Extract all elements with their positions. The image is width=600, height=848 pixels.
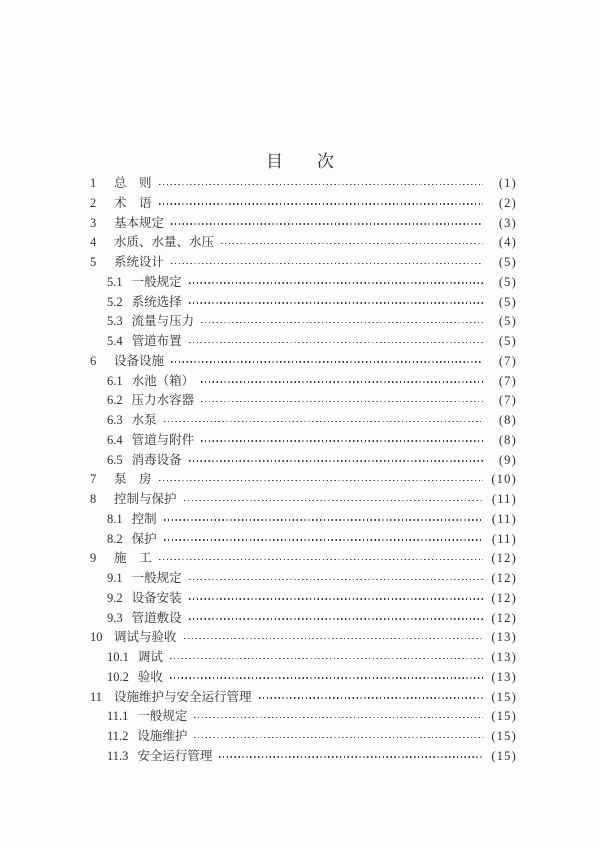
dotted-leader <box>189 282 483 284</box>
toc-entry <box>86 273 517 293</box>
entry-number: 11.1 <box>107 709 129 724</box>
toc-entry <box>86 648 517 668</box>
entry-number: 11 <box>90 689 103 704</box>
entry-number: 1 <box>90 176 97 190</box>
dotted-leader <box>184 500 483 502</box>
entry-page-number: (5) <box>498 334 517 348</box>
entry-title: 水池（箱） <box>131 373 195 388</box>
entry-number: 5.3 <box>107 314 123 329</box>
entry-number: 6.3 <box>107 413 123 427</box>
entry-title: 设备设施 <box>114 353 165 368</box>
dotted-leader <box>171 223 483 225</box>
dotted-leader <box>259 697 483 699</box>
dotted-leader <box>164 421 483 423</box>
entry-title: 调试与验收 <box>114 630 177 645</box>
dotted-leader <box>189 302 483 304</box>
entry-title: 保护 <box>131 531 157 546</box>
entry-title: 控制 <box>131 511 157 526</box>
entry-page-number: (5) <box>498 294 517 309</box>
entry-title: 术 语 <box>114 195 152 210</box>
entry-page-number: (5) <box>498 255 517 269</box>
entry-title: 控制与保护 <box>114 492 177 506</box>
entry-page-number: (13) <box>491 669 517 684</box>
entry-page-number: (4) <box>498 235 517 250</box>
entry-number: 5.2 <box>107 294 123 309</box>
toc-list <box>86 174 517 767</box>
dotted-leader <box>221 243 483 245</box>
entry-number: 6.2 <box>107 393 123 408</box>
entry-page-number: (15) <box>491 729 517 743</box>
entry-page-number: (3) <box>498 215 517 230</box>
dotted-leader <box>159 480 483 482</box>
entry-title: 安全运行管理 <box>137 748 213 763</box>
entry-title: 设施维护与安全运行管理 <box>114 689 252 704</box>
toc-entry <box>86 589 517 609</box>
entry-title: 管道与附件 <box>131 432 195 447</box>
entry-page-number: (11) <box>491 492 517 506</box>
entry-page-number: (12) <box>491 571 517 585</box>
dotted-leader <box>159 559 483 561</box>
dotted-leader <box>189 460 483 462</box>
toc-entry <box>86 214 517 234</box>
dotted-leader <box>170 658 483 660</box>
entry-number: 8 <box>90 492 97 506</box>
entry-title: 一般规定 <box>131 571 182 585</box>
dotted-leader <box>184 638 483 640</box>
entry-title: 系统选择 <box>131 294 182 309</box>
toc-entry <box>86 233 517 253</box>
dotted-leader <box>194 737 483 739</box>
entry-number: 5.1 <box>107 274 123 289</box>
entry-number: 10.1 <box>107 650 129 664</box>
entry-number: 9.2 <box>107 590 123 605</box>
toc-entry <box>86 510 517 530</box>
entry-number: 5.4 <box>107 334 123 348</box>
page-title: 目 次 <box>266 152 334 171</box>
dotted-leader <box>194 717 483 719</box>
entry-title: 总 则 <box>114 176 152 190</box>
entry-page-number: (15) <box>491 689 517 704</box>
entry-title: 水质、水量、水压 <box>114 235 215 250</box>
entry-title: 水泵 <box>131 413 157 427</box>
dotted-leader <box>159 203 483 205</box>
toc-entry <box>86 549 517 569</box>
entry-page-number: (7) <box>498 393 517 408</box>
toc-entry <box>86 332 517 352</box>
entry-page-number: (15) <box>491 748 517 763</box>
toc-entry <box>86 747 517 767</box>
toc-entry <box>86 609 517 629</box>
entry-page-number: (12) <box>491 590 517 605</box>
entry-number: 7 <box>90 472 97 487</box>
entry-title: 消毒设备 <box>131 452 182 467</box>
entry-page-number: (5) <box>498 274 517 289</box>
entry-page-number: (13) <box>491 650 517 664</box>
entry-page-number: (5) <box>498 314 517 329</box>
entry-title: 一般规定 <box>137 709 188 724</box>
entry-title: 管道敷设 <box>131 610 182 625</box>
entry-page-number: (7) <box>498 373 517 388</box>
entry-title: 施 工 <box>114 551 152 566</box>
entry-page-number: (15) <box>491 709 517 724</box>
entry-page-number: (13) <box>491 630 517 645</box>
entry-page-number: (11) <box>491 531 517 546</box>
toc-entry <box>86 688 517 708</box>
toc-entry <box>86 707 517 727</box>
dotted-leader <box>201 381 483 383</box>
entry-title: 管道布置 <box>131 334 182 348</box>
dotted-leader <box>201 401 483 403</box>
toc-entry <box>86 628 517 648</box>
entry-title: 一般规定 <box>131 274 182 289</box>
toc-entry <box>86 668 517 688</box>
entry-number: 9.3 <box>107 610 123 625</box>
entry-page-number: (2) <box>498 195 517 210</box>
entry-number: 3 <box>90 215 97 230</box>
toc-entry <box>86 253 517 273</box>
toc-entry <box>86 490 517 510</box>
entry-number: 11.3 <box>107 748 129 763</box>
dotted-leader <box>159 184 483 186</box>
entry-title: 调试 <box>137 650 163 664</box>
dotted-leader <box>189 618 483 620</box>
entry-number: 6.1 <box>107 373 123 388</box>
entry-number: 4 <box>90 235 97 250</box>
entry-number: 9 <box>90 551 97 566</box>
toc-entry <box>86 352 517 372</box>
toc-entry <box>86 194 517 214</box>
dotted-leader <box>189 342 483 344</box>
dotted-leader <box>201 322 483 324</box>
entry-title: 基本规定 <box>114 215 165 230</box>
dotted-leader <box>171 263 483 265</box>
entry-number: 6.4 <box>107 432 123 447</box>
dotted-leader <box>219 756 483 758</box>
dotted-leader <box>170 677 483 679</box>
toc-entry <box>86 727 517 747</box>
dotted-leader <box>171 361 483 363</box>
entry-page-number: (11) <box>491 511 517 526</box>
entry-number: 6 <box>90 353 97 368</box>
toc-entry <box>86 312 517 332</box>
dotted-leader <box>189 579 483 581</box>
entry-number: 11.2 <box>107 729 129 743</box>
entry-number: 8.1 <box>107 511 123 526</box>
toc-entry <box>86 451 517 471</box>
dotted-leader <box>189 598 483 600</box>
entry-title: 设施维护 <box>137 729 188 743</box>
entry-page-number: (7) <box>498 353 517 368</box>
entry-page-number: (1) <box>498 176 517 190</box>
dotted-leader <box>164 539 483 541</box>
entry-title: 设备安装 <box>131 590 182 605</box>
entry-number: 9.1 <box>107 571 123 585</box>
entry-page-number: (9) <box>498 452 517 467</box>
entry-number: 10 <box>90 630 103 645</box>
entry-title: 系统设计 <box>114 255 165 269</box>
entry-title: 流量与压力 <box>131 314 195 329</box>
entry-number: 2 <box>90 195 97 210</box>
toc-entry <box>86 372 517 392</box>
toc-entry <box>86 470 517 490</box>
entry-number: 5 <box>90 255 97 269</box>
entry-number: 6.5 <box>107 452 123 467</box>
toc-entry <box>86 530 517 550</box>
entry-number: 8.2 <box>107 531 123 546</box>
entry-title: 压力水容器 <box>131 393 195 408</box>
toc-entry <box>86 293 517 313</box>
dotted-leader <box>201 440 483 442</box>
entry-page-number: (12) <box>491 610 517 625</box>
entry-title: 泵 房 <box>114 472 152 487</box>
entry-page-number: (12) <box>491 551 517 566</box>
dotted-leader <box>164 519 483 521</box>
entry-title: 验收 <box>137 669 163 684</box>
entry-page-number: (10) <box>491 472 517 487</box>
entry-page-number: (8) <box>498 413 517 427</box>
toc-entry <box>86 411 517 431</box>
toc-entry <box>86 174 517 194</box>
entry-number: 10.2 <box>107 669 129 684</box>
toc-entry <box>86 391 517 411</box>
toc-entry <box>86 569 517 589</box>
toc-entry <box>86 431 517 451</box>
entry-page-number: (8) <box>498 432 517 447</box>
